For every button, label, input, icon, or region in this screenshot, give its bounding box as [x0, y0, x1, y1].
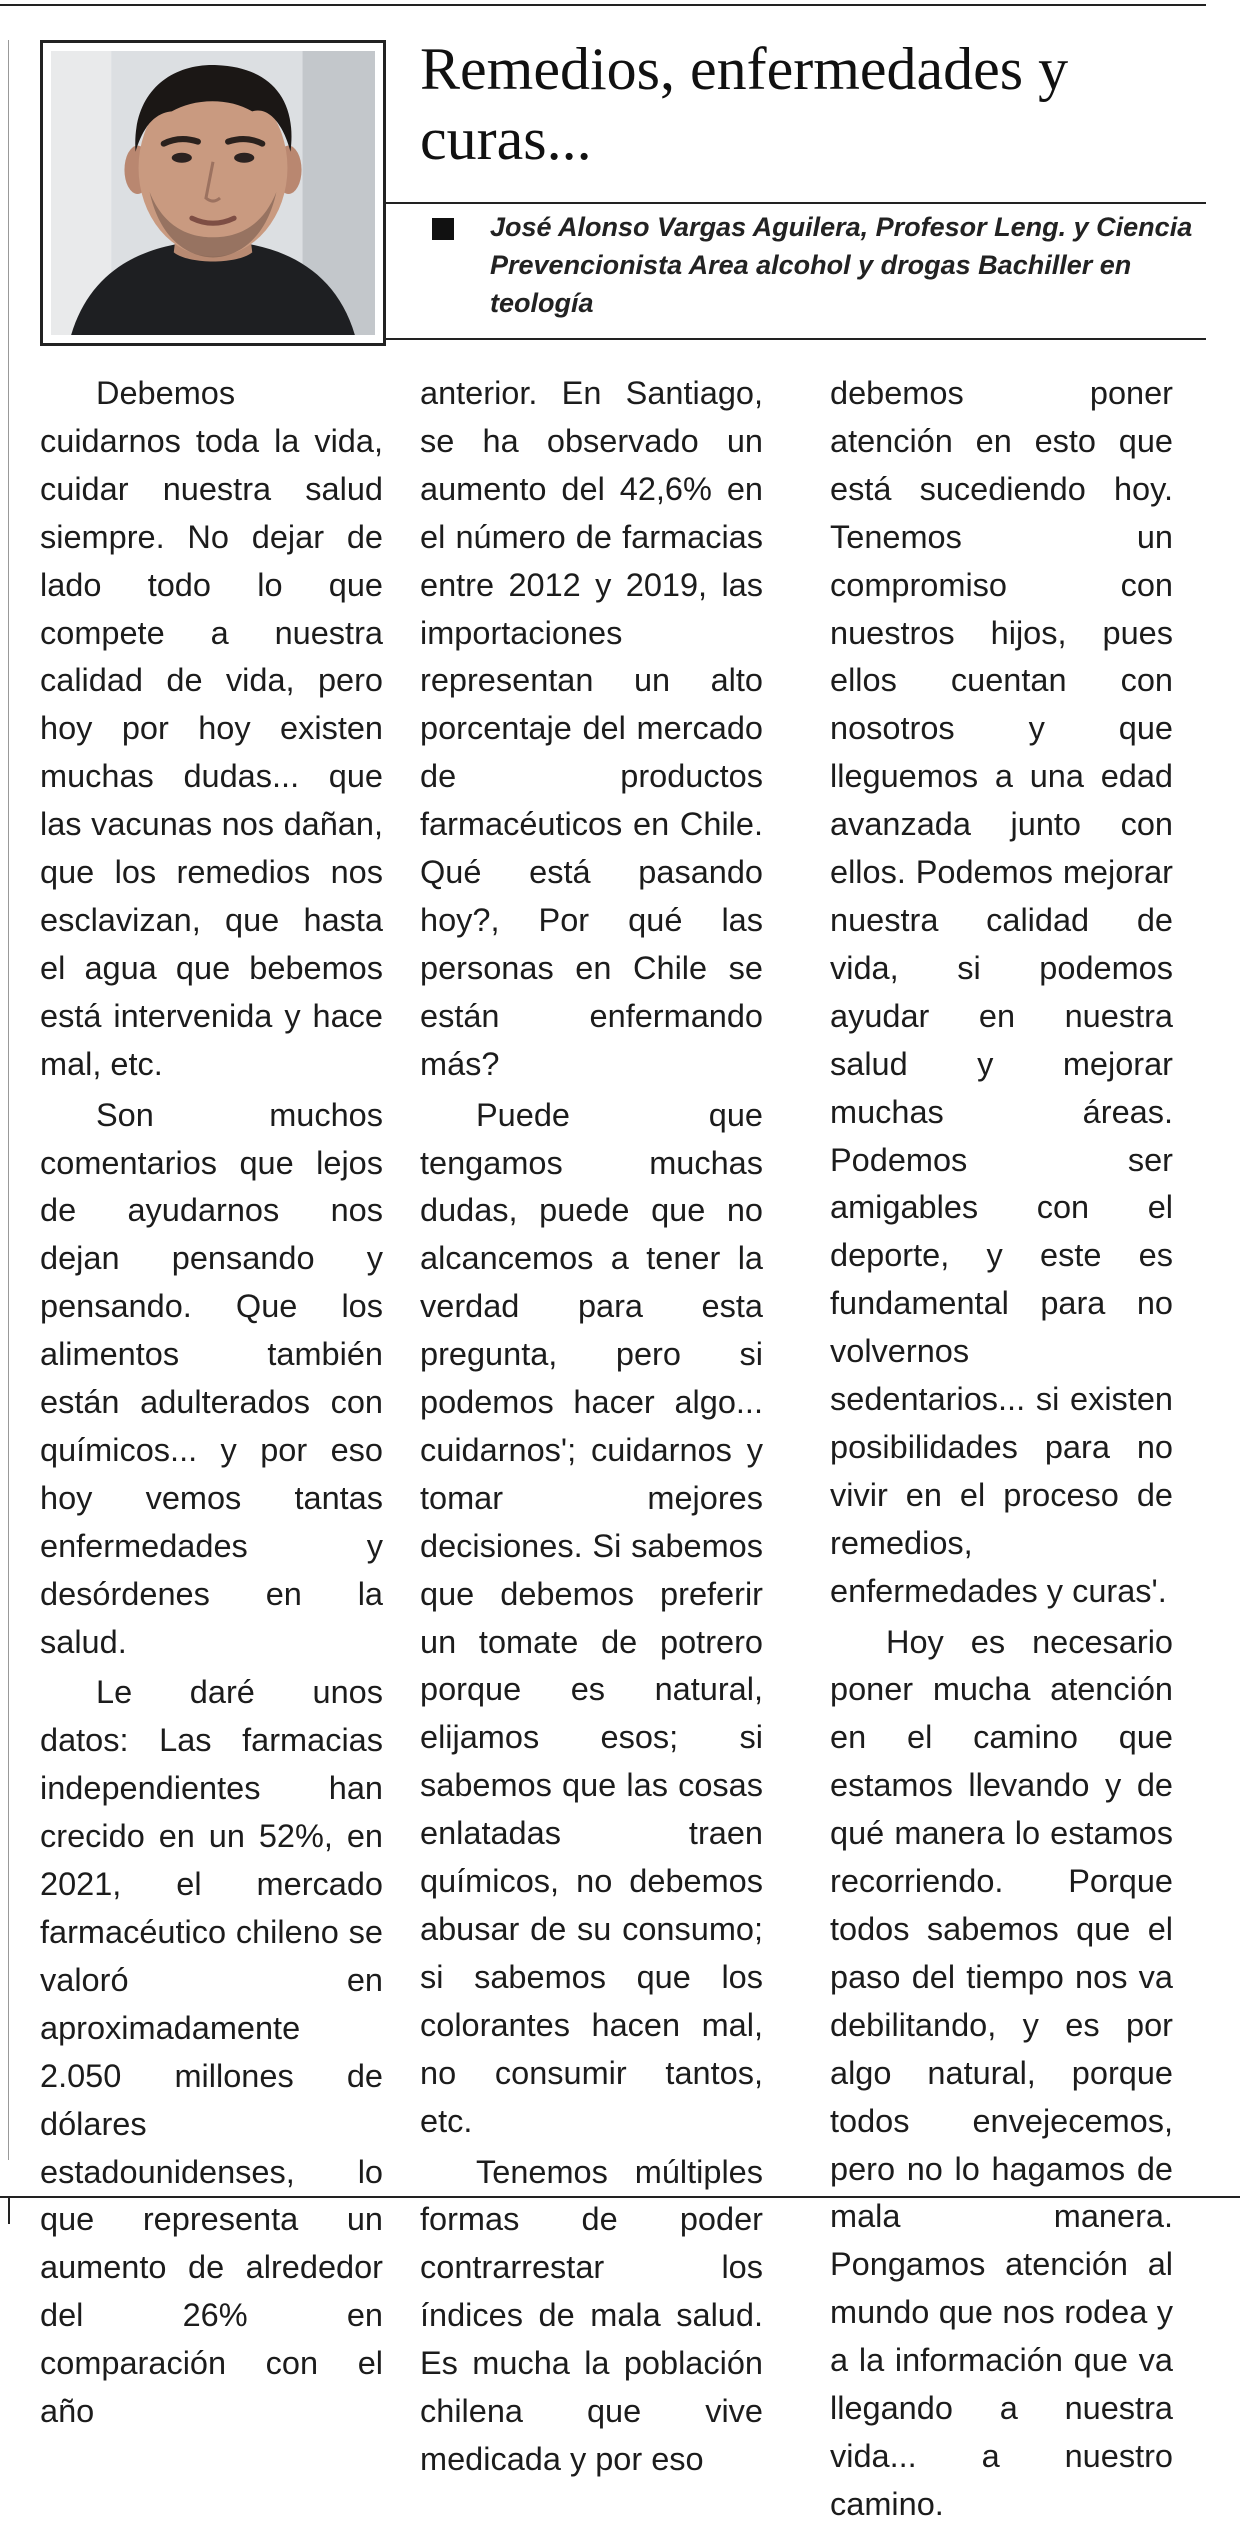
author-byline: José Alonso Vargas Aguilera, Profesor Leng. y Ciencia Prevencionista Area alcohol y drogas Bachiller en teología — [490, 212, 1193, 318]
article-paragraph: Le daré unos datos: Las farmacias independientes han crecido en un 52%, en 2021, el mercado farmacéutico chileno se valoró en aproximadamente 2.050 millones de dólares estadounidenses, lo que representa un aumento de alrededor del 26% en comparación con el año — [40, 1674, 383, 2430]
author-photo — [51, 51, 375, 335]
top-divider — [0, 4, 1206, 6]
article-paragraph: debemos poner atención en esto que está sucediendo hoy. Tenemos un compromiso con nuestros hijos, pues ellos cuentan con nosotros y que lleguemos a una edad avanzada junto con ellos. Podemos mejorar nuestra calidad de vida, si podemos ayudar en nuestra salud y mejorar muchas áreas. Podemos ser amigables con el deporte, y este es fundamental para no volvernos sedentarios... si existen posibilidades para no vivir en el proceso de remedios, enfermedades y curas'. — [830, 375, 1173, 1609]
author-portrait-image — [51, 51, 375, 335]
article-paragraph: anterior. En Santiago, se ha observado un aumento del 42,6% en el número de farmacias entre 2012 y 2019, las importaciones representan un alto porcentaje del mercado de productos farmacéuticos en Chile. Qué está pasando hoy?, Por qué las personas en Chile se están enfermando más? — [420, 375, 763, 1082]
byline-bullet-square — [432, 218, 454, 240]
left-margin-rule — [8, 40, 9, 2160]
article-paragraph: Tenemos múltiples formas de poder contrarrestar los índices de mala salud. Es mucha la población chilena que vive medicada y por eso — [420, 2153, 763, 2477]
article-paragraph: Debemos cuidarnos toda la vida, cuidar nuestra salud siempre. No dejar de lado todo lo que compete a nuestra calidad de vida, pero hoy por hoy existen muchas dudas... que las vacunas nos dañan, que los remedios nos esclavizan, que hasta el agua que bebemos está intervenida y hace mal, etc. — [40, 375, 383, 1082]
article-paragraph: Son muchos comentarios que lejos de ayudarnos nos dejan pensando y pensando. Que los alimentos también están adulterados con químicos... y por eso hoy vemos tantas enfermedades y desórdenes en la salud. — [40, 1096, 383, 1660]
byline-bottom-rule — [386, 338, 1206, 340]
author-photo-frame — [40, 40, 386, 346]
article-headline: Remedios, enfermedades y curas... — [420, 36, 1069, 172]
bottom-left-tick — [8, 2196, 10, 2224]
bottom-divider — [0, 2196, 1240, 2198]
article-column-3 — [830, 370, 1173, 2532]
byline-top-rule — [386, 202, 1206, 204]
article-column-2 — [420, 370, 763, 2487]
article-column-1 — [40, 370, 383, 2439]
article-paragraph: Puede que tengamos muchas dudas, puede que no alcancemos a tener la verdad para esta pregunta, pero si podemos hacer algo... cuidarnos'; cuidarnos y tomar mejores decisiones. Si sabemos que debemos preferir un tomate de potrero porque es natural, elijamos esos; si sabemos que las cosas enlatadas traen químicos, no debemos abusar de su consumo; si sabemos que los colorantes hacen mal, no consumir tantos, etc. — [420, 1096, 763, 2139]
article-paragraph: Hoy es necesario poner mucha atención en el camino que estamos llevando y de qué manera lo estamos recorriendo. Porque todos sabemos que el paso del tiempo nos va debilitando, y es por algo natural, porque todos envejecemos, pero no lo hagamos de mala manera. Pongamos atención al mundo que nos rodea y a la información que va llegando a nuestra vida... a nuestro camino. — [830, 1623, 1173, 2522]
